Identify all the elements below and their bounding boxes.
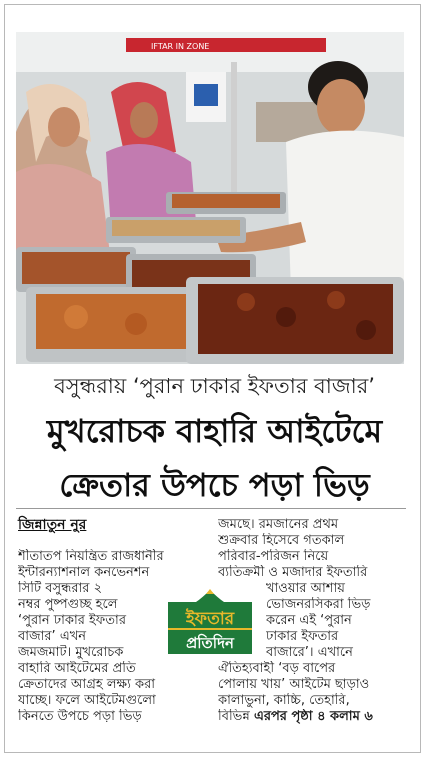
text-line: নম্বর পুষ্পগুচ্ছ হলে [18, 597, 118, 612]
text-line: কিনতে উপচে পড়া ভিড় [18, 709, 142, 724]
news-photo [16, 32, 404, 364]
text-line: ইন্টারন্যাশনাল কনভেনশন [18, 565, 150, 580]
text-line: কালাভুনা, কাচ্চি, তেহারি, [218, 693, 350, 708]
text-line: ঐতিহ্যবাহী ‘বড় বাপের [218, 661, 336, 676]
badge-title: ইফতার [185, 609, 235, 629]
divider [16, 508, 406, 509]
byline: জিন্নাতুন নুর [18, 517, 87, 533]
headline-line-1: মুখরোচক বাহারি আইটেমে [46, 412, 383, 450]
text-line: ঢাকার ইফতার [266, 629, 339, 644]
text-line: শুক্রবার হিসেবে গতকাল [218, 533, 345, 548]
badge-subtitle: প্রতিদিন [186, 634, 234, 652]
photo-banner-text: IFTAR IN ZONE [151, 42, 210, 51]
text-line: পরিবার-পরিজন নিয়ে [218, 549, 329, 564]
text-line-last [218, 709, 408, 725]
iftar-badge [154, 588, 266, 658]
text-line: ব্যতিক্রমী ও মজাদার ইফতারি [218, 565, 368, 580]
text-line: করেন এই ‘পুরান [266, 613, 352, 628]
text-line: বাহারি আইটেমের প্রতি [18, 661, 136, 676]
text-line: জমজমাট। মুখরোচক [18, 645, 124, 660]
headline-line-2: ক্রেতার উপচে পড়া ভিড় [59, 466, 370, 504]
jump-link[interactable]: এরপর পৃষ্ঠা ৪ কলাম ৬ [253, 709, 373, 724]
dome-finial-icon [206, 589, 214, 594]
text-line: বাজার’ এখন [18, 629, 87, 644]
text-line: জমছে। রমজানের প্রথম [218, 517, 339, 532]
text-line: পোলায় খায়’ আইটেম ছাড়াও [218, 677, 370, 692]
text-line: ‘পুরান ঢাকার ইফতার [18, 613, 126, 628]
text-line: সিটি বসুন্ধরার ২ [18, 581, 103, 596]
text-line: শীতাতপ নিয়ন্ত্রিত রাজধানীর [18, 549, 164, 564]
text-line: খাওয়ার আশায় [266, 581, 345, 596]
text-line: ভোজনরসিকরা ভিড় [266, 597, 371, 612]
kicker: বসুন্ধরায় ‘পুরান ঢাকার ইফতার বাজার’ [54, 374, 375, 398]
text-line: যাচ্ছে। ফলে আইটেমগুলো [18, 693, 156, 708]
text-line: বাজারে’। এখানে [266, 645, 353, 660]
text-line: ক্রেতাদের আগ্রহ লক্ষ্য করা [18, 677, 156, 692]
text-fragment: বিভিন্ন [218, 709, 250, 724]
